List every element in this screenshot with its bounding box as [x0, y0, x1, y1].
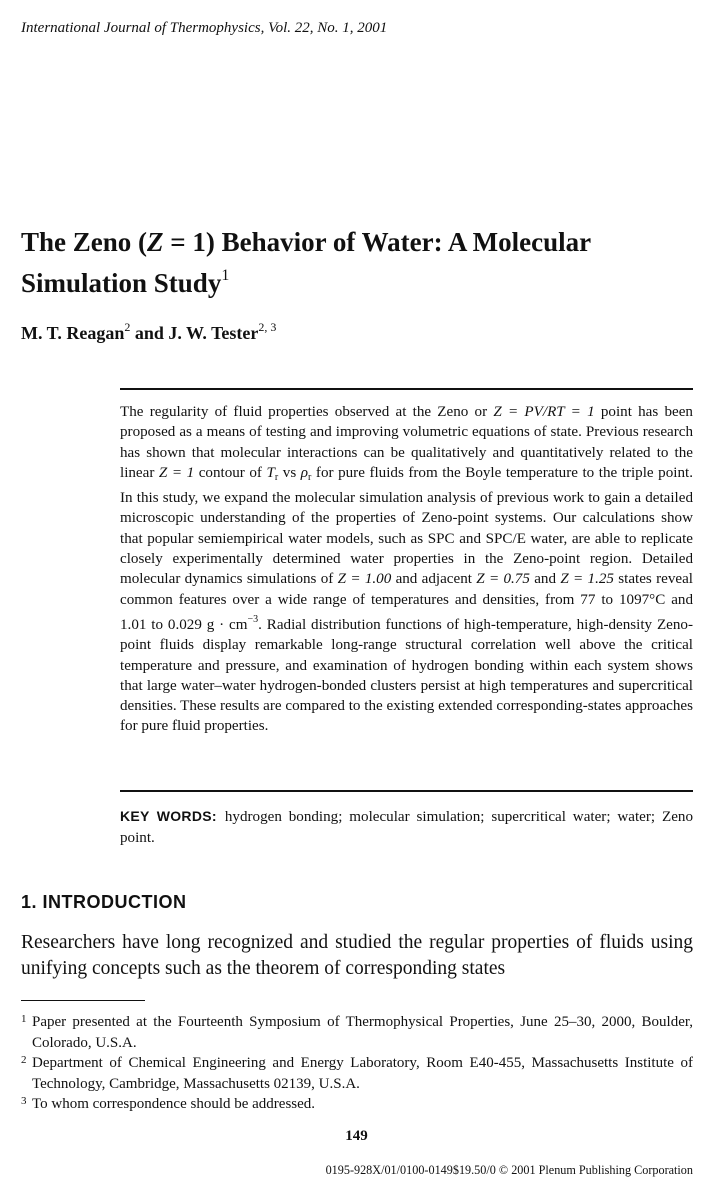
- abstract-text-7: states reveal common features over a wide range of temperatures and densities, from 77 to 1097°C and 1.01 to 0.029 g · cm: [120, 571, 693, 633]
- author-1-note: 2: [124, 320, 131, 334]
- abstract-text-3: contour of: [194, 464, 267, 481]
- abstract-text-6: and: [529, 571, 561, 588]
- abstract-text-5: and adjacent: [391, 571, 477, 588]
- abstract-symbol-rho: ρ: [300, 464, 309, 481]
- author-1: M. T. Reagan: [21, 323, 125, 343]
- copyright-line: 0195-928X/01/0100-0149$19.50/0 © 2001 Plenum Publishing Corporation: [325, 1163, 693, 1177]
- title-part-2: = 1) Behavior of Water: A Molecular Simulation Study: [21, 227, 591, 298]
- abstract-equation-zeno: Z = PV/RT = 1: [493, 404, 595, 420]
- article-title: [21, 226, 701, 300]
- footnotes: [21, 1012, 693, 1115]
- abstract-text-2: point has been proposed as a means of testing and improving volumetric equations of state. Previous research has shown that molecular interactions can be qualitatively and quantitatively related to the linear: [120, 404, 693, 481]
- footnote-mark: 2: [21, 1054, 27, 1066]
- title-part-1: The Zeno (: [21, 227, 148, 257]
- footnote-1: [21, 1012, 693, 1053]
- abstract-symbol-t: T: [266, 464, 275, 481]
- abstract-text-vs: vs: [278, 464, 301, 481]
- introduction-paragraph: Researchers have long recognized and studied the regular properties of fluids using unifying concepts such as the theorem of corresponding states: [21, 932, 693, 979]
- footnote-rule: [21, 1000, 145, 1001]
- page-number: 149: [345, 1128, 368, 1144]
- footnote-mark: 1: [21, 1013, 27, 1025]
- abstract: [120, 402, 693, 737]
- keywords: [120, 806, 693, 848]
- keywords-text: hydrogen bonding; molecular simulation; supercritical water; water; Zeno point.: [120, 809, 693, 846]
- abstract-equation-z125: Z = 1.25: [560, 571, 614, 588]
- footnote-3: [21, 1094, 693, 1115]
- title-variable: Z: [147, 227, 164, 257]
- abstract-equation-z100: Z = 1.00: [337, 571, 392, 588]
- abstract-text-1: The regularity of fluid properties observed at the Zeno or: [120, 404, 494, 420]
- abstract-exponent: −3: [247, 613, 259, 625]
- author-list: [21, 320, 276, 344]
- abstract-symbol-t-subscript: r: [274, 471, 279, 483]
- abstract-text-8: . Radial distribution functions of high-temperature, high-density Zeno-point fluids display remarkable long-range structural correlation well above the critical temperature and pressure, and examination of hydrogen bonding within each system shows that large water–water hydrogen-bonded clusters persist at high temperatures and supercritical densities. These results are compared to the existing extended corresponding-states approaches for pure fluid properties.: [120, 616, 693, 735]
- footnote-2: [21, 1053, 693, 1094]
- footnote-text: To whom correspondence should be addressed.: [32, 1096, 316, 1112]
- abstract-symbol-rho-subscript: r: [308, 471, 312, 483]
- keywords-label: KEY WORDS:: [120, 808, 217, 824]
- abstract-text-4: for pure fluids from the Boyle temperature to the triple point. In this study, we expand the molecular simulation analysis of previous work to gain a detailed microscopic understanding of the properties of Zeno-point systems. Our calculations show that popular semiempirical water models, such as SPC and SPC/E water, are able to replicate closely experimentally determined water properties in the Zeno-point region. Detailed molecular dynamics simulations of: [120, 464, 693, 588]
- abstract-top-rule: [120, 388, 693, 390]
- abstract-bottom-rule: [120, 790, 693, 792]
- journal-header: International Journal of Thermophysics, Vol. 22, No. 1, 2001: [21, 20, 388, 36]
- footnote-text: Paper presented at the Fourteenth Symposium of Thermophysical Properties, June 25–30, 2000, Boulder, Colorado, U.S.A.: [32, 1014, 693, 1051]
- abstract-equation-z075: Z = 0.75: [476, 571, 530, 588]
- author-connector: and: [130, 323, 169, 343]
- abstract-equation-z1: Z = 1: [158, 464, 195, 481]
- footnote-mark: 3: [21, 1095, 27, 1107]
- title-footnote-mark: 1: [221, 267, 230, 284]
- author-2-note: 2, 3: [258, 320, 277, 334]
- section-heading-introduction: 1. INTRODUCTION: [21, 892, 187, 912]
- author-2: J. W. Tester: [168, 323, 259, 343]
- footnote-text: Department of Chemical Engineering and Energy Laboratory, Room E40-455, Massachusetts Institute of Technology, Cambridge, Massachusetts 02139, U.S.A.: [32, 1055, 693, 1092]
